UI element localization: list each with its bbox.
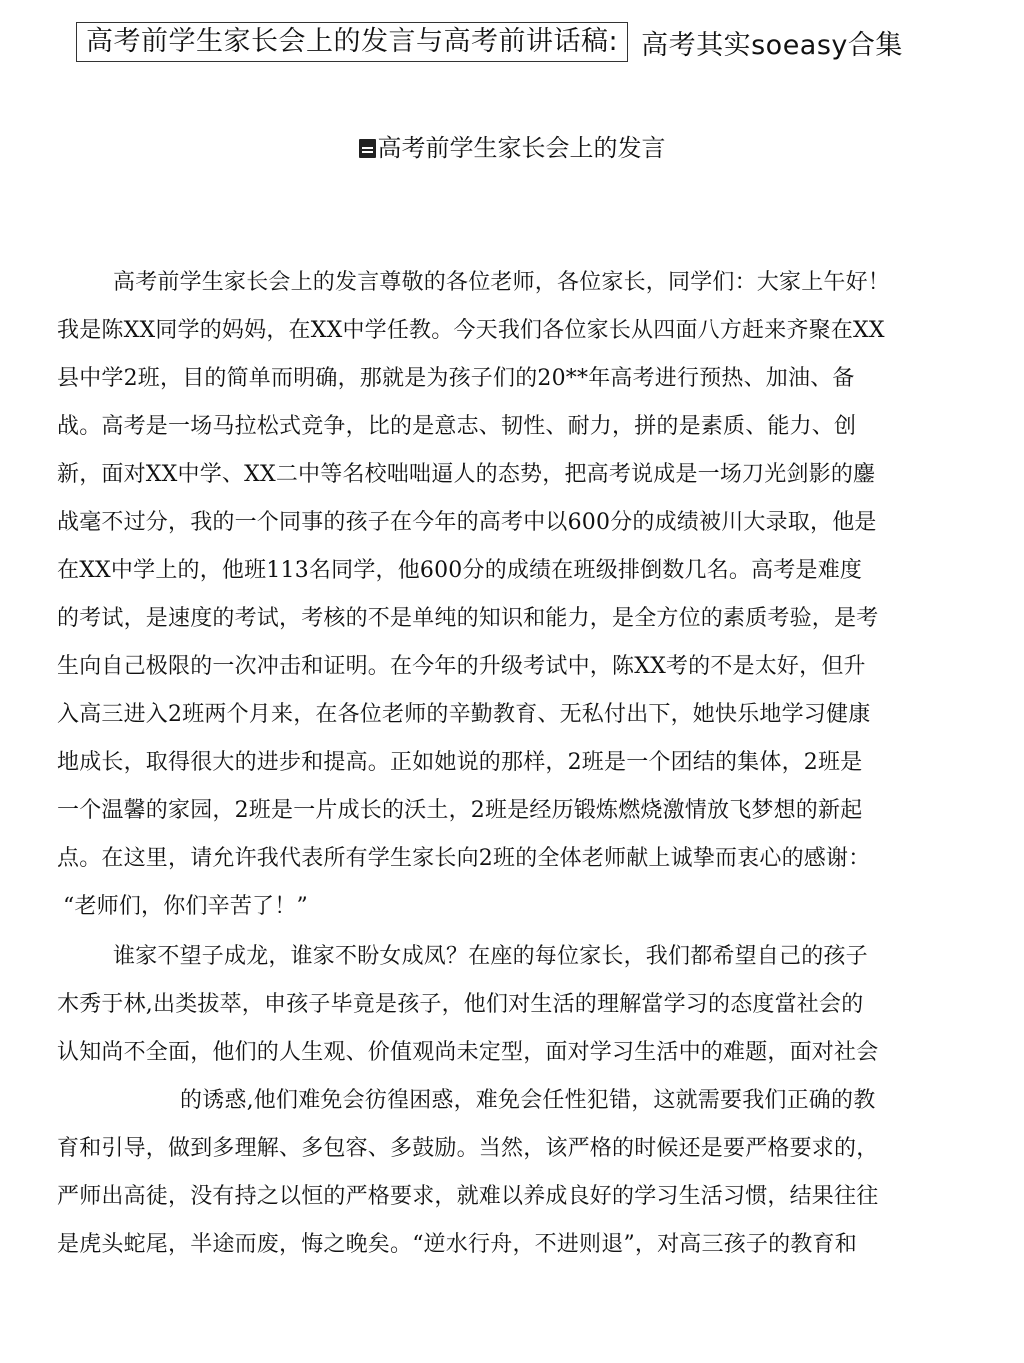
paragraph-line: 在XX中学上的，他班113名同学，他600分的成绩在班级排倒数几名。高考是难度 xyxy=(57,558,863,583)
paragraph-line: 县中学2班，目的简单而明确，那就是为孩子们的20**年高考进行预热、加油、备 xyxy=(57,366,855,391)
paragraph-line: 的考试，是速度的考试，考核的不是单纯的知识和能力，是全方位的素质考验，是考 xyxy=(57,606,879,631)
paragraph-line: 战毫不过分，我的一个同事的孩子在今年的高考中以600分的成绩被川大录取，他是 xyxy=(57,510,877,535)
document-title xyxy=(0,131,1024,165)
paragraph-line: 我是陈XX同学的妈妈，在XX中学任教。今天我们各位家长从四面八方赶来齐聚在XX xyxy=(57,318,885,343)
paragraph-line: 高考前学生家长会上的发言尊敬的各位老师，各位家长，同学们：大家上午好！ xyxy=(113,270,891,295)
paragraph-line: 是虎头蛇尾，半途而废，悔之晚矣。“逆水行舟，不进则退”，对高三孩子的教育和 xyxy=(57,1232,857,1257)
paragraph-line: 地成长，取得很大的进步和提高。正如她说的那样，2班是一个团结的集体，2班是 xyxy=(57,750,863,775)
paragraph-line: 战。高考是一场马拉松式竞争，比的是意志、韧性、耐力，拼的是素质、能力、创 xyxy=(57,414,857,439)
paragraph-line: 点。在这里，请允许我代表所有学生家长向2班的全体老师献上诚挚而衷心的感谢： xyxy=(57,846,871,871)
paragraph-line: 谁家不望子成龙，谁家不盼女成凤？在座的每位家长，我们都希望自己的孩子 xyxy=(113,944,868,969)
paragraph-line: 入高三进入2班两个月来，在各位老师的辛勤教育、无私付出下，她快乐地学习健康 xyxy=(57,702,871,727)
document-title-text: 高考前学生家长会上的发言 xyxy=(377,134,666,162)
paragraph-line: 的诱惑,他们难免会彷徨困惑，难免会任性犯错，这就需要我们正确的教 xyxy=(180,1088,876,1113)
paragraph-line: 严师出高徒，没有持之以恒的严格要求，就难以养成良好的学习生活习惯，结果往往 xyxy=(57,1184,879,1209)
document-header xyxy=(76,22,903,62)
paragraph-line: “老师们，你们辛苦了！” xyxy=(63,894,308,919)
document-icon xyxy=(359,139,376,158)
paragraph-line: 一个温馨的家园，2班是一片成长的沃土，2班是经历锻炼燃烧激情放飞梦想的新起 xyxy=(57,798,863,823)
header-suffix-title: 高考其实soeasy合集 xyxy=(641,29,903,61)
paragraph-line: 认知尚不全面，他们的人生观、价值观尚未定型，面对学习生活中的难题，面对社会 xyxy=(57,1040,879,1065)
header-boxed-title: 高考前学生家长会上的发言与高考前讲话稿: xyxy=(76,22,628,62)
paragraph-line: 育和引导，做到多理解、多包容、多鼓励。当然，该严格的时候还是要严格要求的， xyxy=(57,1136,879,1161)
paragraph-line: 生向自己极限的一次冲击和证明。在今年的升级考试中，陈XX考的不是太好，但升 xyxy=(57,654,866,679)
paragraph-line: 新，面对XX中学、XX二中等名校咄咄逼人的态势，把高考说成是一场刀光剑影的鏖 xyxy=(57,462,876,487)
paragraph-line: 木秀于林,出类拔萃，申孩子毕竟是孩子，他们对生活的理解當学习的态度當社会的 xyxy=(57,992,864,1017)
